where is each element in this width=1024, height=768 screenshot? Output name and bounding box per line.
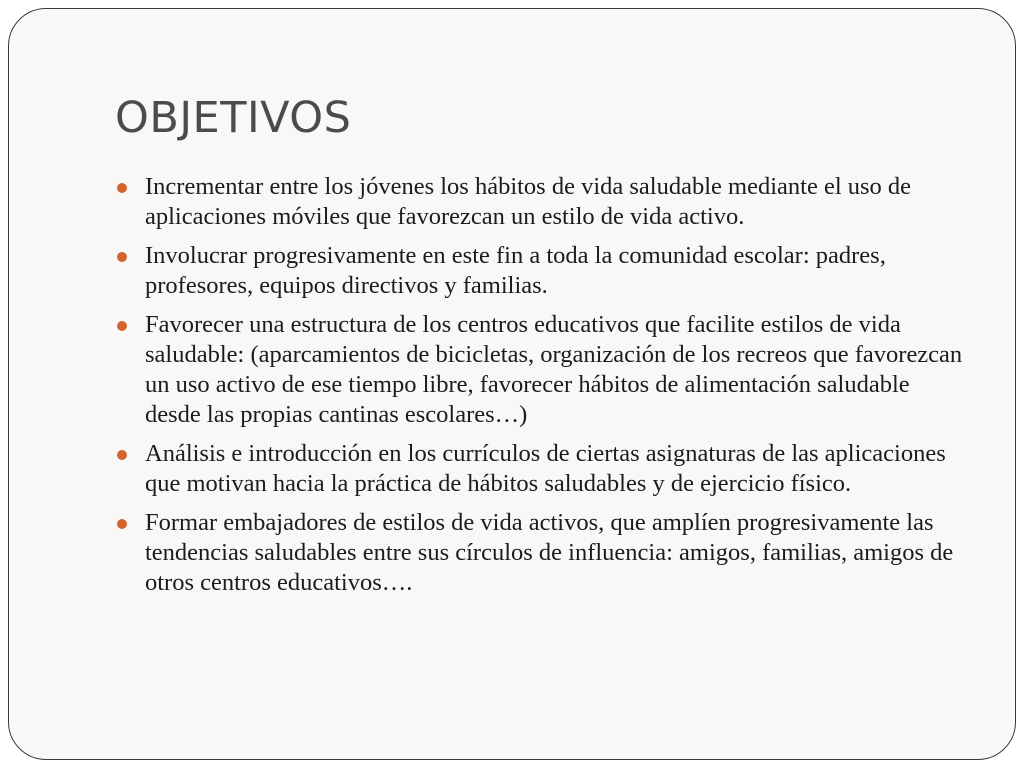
bullet-text: Incrementar entre los jóvenes los hábitos de vida saludable mediante el uso de aplicaciones móviles que favorezcan un estilo de vida activo. <box>145 173 912 230</box>
bullet-text: Análisis e introducción en los currículos de ciertas asignaturas de las aplicaciones que motivan hacia la práctica de hábitos saludables y de ejercicio físico. <box>145 440 946 497</box>
slide-title: OBJETIVOS <box>115 93 352 143</box>
bullet-dot-icon <box>117 252 127 262</box>
slide <box>8 8 1016 760</box>
bullet-dot-icon <box>117 321 127 331</box>
bullet-item <box>117 241 967 301</box>
bullet-item <box>117 508 967 598</box>
bullet-dot-icon <box>117 183 127 193</box>
bullet-list <box>117 172 967 607</box>
bullet-text: Involucrar progresivamente en este fin a toda la comunidad escolar: padres, profesores, equipos directivos y familias. <box>145 242 886 299</box>
bullet-dot-icon <box>117 519 127 529</box>
bullet-text: Favorecer una estructura de los centros educativos que facilite estilos de vida saludable: (aparcamientos de bicicletas, organización de los recreos que favorezcan un uso activo de ese tiempo libre, favorecer hábitos de alimentación saludable desde las propias cantinas escolares…) <box>145 311 963 428</box>
bullet-text: Formar embajadores de estilos de vida activos, que amplíen progresivamente las tendencias saludables entre sus círculos de influencia: amigos, familias, amigos de otros centros educativos…. <box>145 509 954 596</box>
bullet-item <box>117 310 967 430</box>
bullet-dot-icon <box>117 450 127 460</box>
bullet-item <box>117 439 967 499</box>
bullet-item <box>117 172 967 232</box>
